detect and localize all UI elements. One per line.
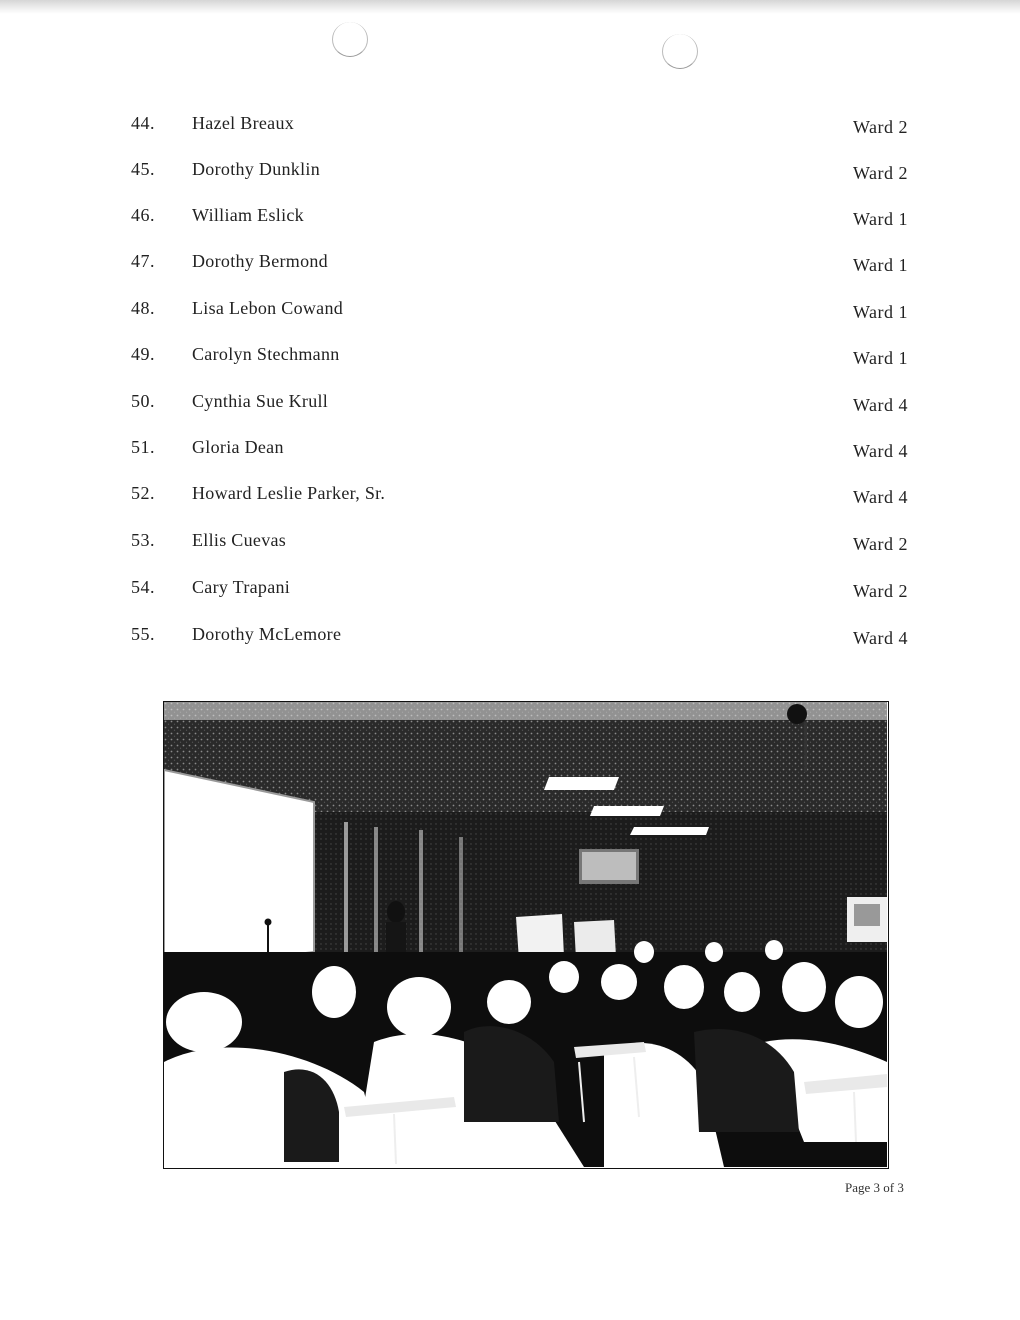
entry-name: Dorothy Dunklin [192,159,320,179]
entry-ward: Ward 1 [853,255,909,275]
entry-name: Howard Leslie Parker, Sr. [192,483,386,503]
list-item [0,298,1020,328]
entry-ward: Ward 2 [853,117,909,137]
entry-number: 49. [131,344,155,364]
entry-ward: Ward 1 [853,209,909,229]
entry-ward: Ward 4 [853,395,909,415]
entry-name: Ellis Cuevas [192,530,287,550]
list-item [0,530,1020,560]
entry-ward: Ward 2 [853,163,909,183]
entry-ward: Ward 4 [853,441,909,461]
punch-hole-right [662,34,698,69]
meeting-photo [163,701,889,1169]
list-item [0,113,1020,143]
page-number: Page 3 of 3 [845,1180,904,1195]
entry-number: 46. [131,205,155,225]
entry-ward: Ward 2 [853,581,909,601]
entry-ward: Ward 1 [853,348,909,368]
punch-hole-left [332,22,368,57]
entry-number: 52. [131,483,155,503]
entry-number: 48. [131,298,155,318]
entry-number: 45. [131,159,155,179]
entry-ward: Ward 2 [853,534,909,554]
entry-number: 44. [131,113,155,133]
entry-name: Gloria Dean [192,437,284,457]
entry-name: Carolyn Stechmann [192,344,340,364]
list-item [0,159,1020,189]
scan-edge [0,0,1020,14]
entry-name: Hazel Breaux [192,113,295,133]
entry-number: 47. [131,251,155,271]
entry-name: Dorothy McLemore [192,624,342,644]
entry-name: Lisa Lebon Cowand [192,298,344,318]
list-item [0,251,1020,281]
entry-name: William Eslick [192,205,304,225]
entry-number: 53. [131,530,155,550]
list-item [0,205,1020,235]
entry-number: 51. [131,437,155,457]
list-item [0,577,1020,607]
entry-number: 54. [131,577,155,597]
entry-ward: Ward 1 [853,302,909,322]
list-item [0,483,1020,513]
list-item [0,437,1020,467]
entry-ward: Ward 4 [853,628,909,648]
list-item [0,624,1020,654]
list-item [0,344,1020,374]
entry-number: 50. [131,391,155,411]
entry-name: Cynthia Sue Krull [192,391,329,411]
entry-name: Cary Trapani [192,577,291,597]
list-item [0,391,1020,421]
meeting-photo-illustration [164,702,887,1167]
entry-name: Dorothy Bermond [192,251,328,271]
entry-ward: Ward 4 [853,487,909,507]
entry-number: 55. [131,624,155,644]
